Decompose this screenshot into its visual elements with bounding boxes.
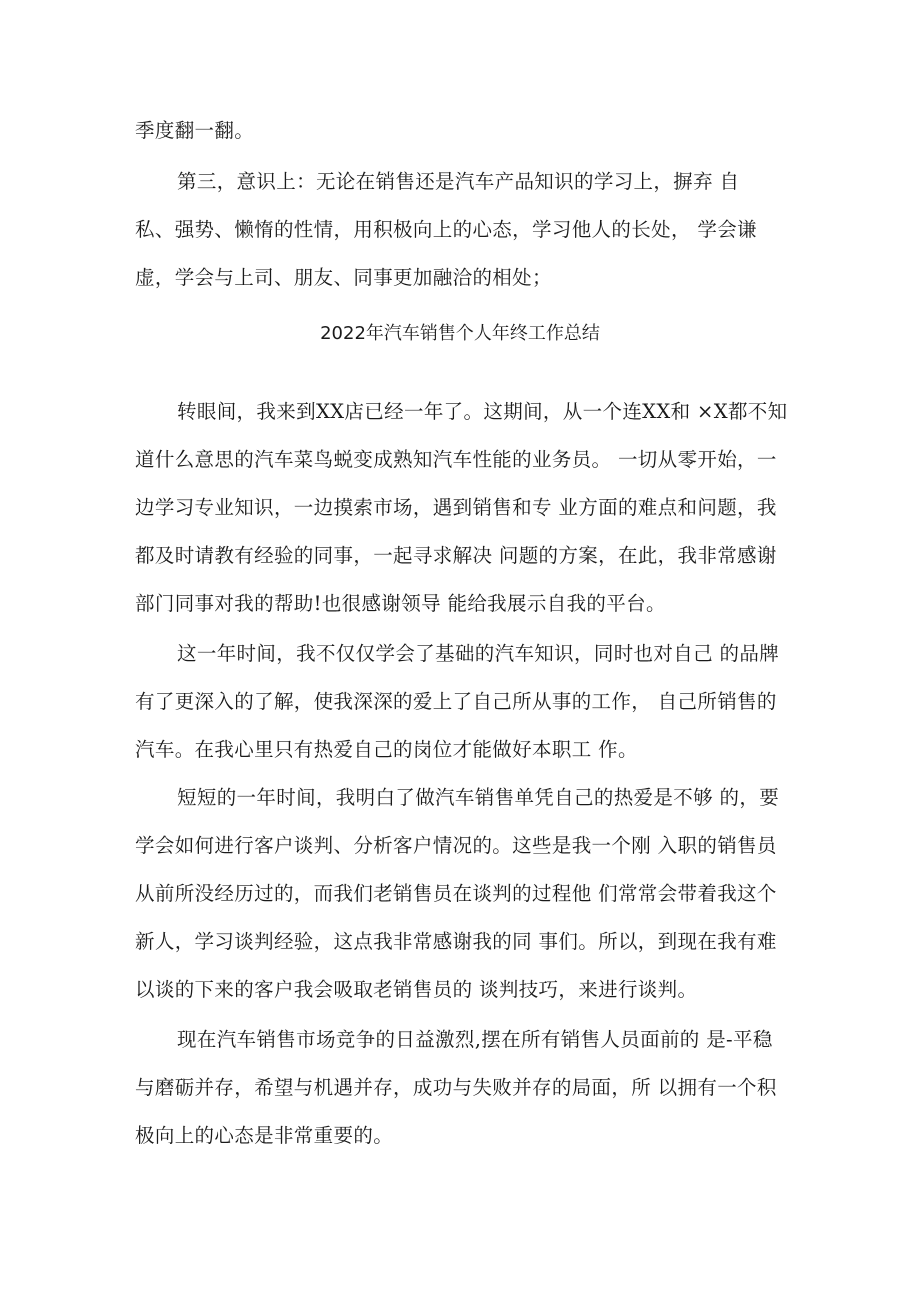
text-line: 现在汽车销售市场竞争的日益激烈,摆在所有销售人员面前的 是-平稳: [177, 1028, 773, 1051]
section-title: 2022年汽车销售个人年终工作总结: [320, 323, 600, 344]
text-line: 与磨砺并存，希望与机遇并存，成功与失败并存的局面，所 以拥有一个积: [135, 1076, 777, 1099]
text-line: 从前所没经历过的，而我们老销售员在谈判的过程他 们常常会带着我这个: [135, 882, 777, 905]
text-line: 都及时请教有经验的同事，一起寻求解决 问题的方案，在此，我非常感谢: [135, 544, 777, 567]
text-line: 季度翻一翻。: [135, 119, 255, 142]
text-line: 道什么意思的汽车菜鸟蜕变成熟知汽车性能的业务员。 一切从零开始，一: [135, 448, 777, 471]
text-line: 边学习专业知识，一边摸索市场，遇到销售和专 业方面的难点和问题，我: [135, 496, 777, 519]
text-line: 部门同事对我的帮助!也很感谢领导 能给我展示自我的平台。: [135, 592, 666, 615]
text-line: 汽车。在我心里只有热爱自己的岗位才能做好本职工 作。: [135, 738, 638, 761]
text-line: 以谈的下来的客户我会吸取老销售员的 谈判技巧，来进行谈判。: [135, 978, 698, 1001]
text-line: 私、强势、懒惰的性情，用积极向上的心态，学习他人的长处， 学会谦: [135, 218, 757, 241]
text-line: 新人，学习谈判经验，这点我非常感谢我的同 事们。所以，到现在我有难: [135, 930, 777, 953]
text-line: 短短的一年时间，我明白了做汽车销售单凭自己的热爱是不够 的，要: [177, 786, 780, 809]
text-line: 极向上的心态是非常重要的。: [135, 1124, 394, 1147]
text-line: 虚，学会与上司、朋友、同事更加融洽的相处；: [135, 266, 552, 289]
text-line: 第三，意识上：无论在销售还是汽车产品知识的学习上，摒弃 自: [177, 170, 740, 193]
text-line: 学会如何进行客户谈判、分析客户情况的。这些是我一个刚 入职的销售员: [135, 834, 777, 857]
text-line: 有了更深入的了解，使我深深的爱上了自己所从事的工作， 自己所销售的: [135, 690, 777, 713]
text-line: 转眼间，我来到XX店已经一年了。这期间，从一个连XX和 ×X都不知: [177, 400, 788, 423]
text-line: 这一年时间，我不仅仅学会了基础的汽车知识，同时也对自己 的品牌: [177, 642, 780, 665]
